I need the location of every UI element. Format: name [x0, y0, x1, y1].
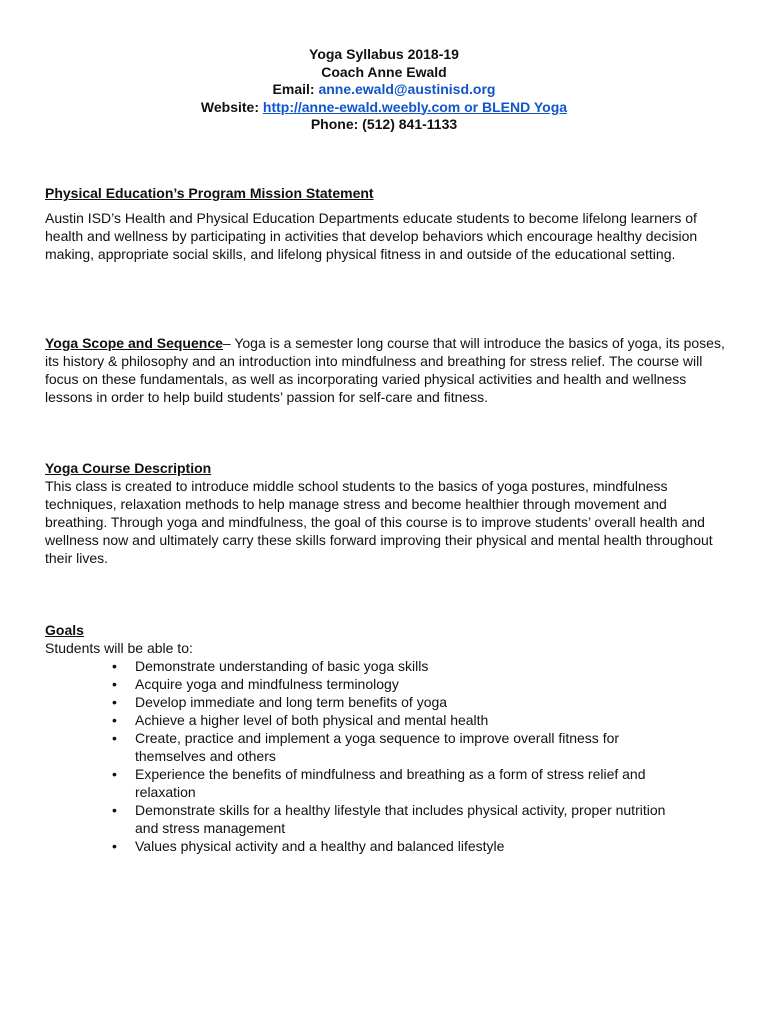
description-body: This class is created to introduce middle school students to the basics of yoga postures, mindfulness techniques, relaxation methods to help manage stress and become healthier through movement and breathing. Through yoga and mindfulness, the goal of this course is to improve students’ overall health and wellness now and ultimately carry these skills forward improving their physical and mental health throughout their lives.: [45, 478, 713, 566]
goal-item: • Demonstrate skills for a healthy lifestyle that includes physical activity, proper nutrition and stress management: [45, 801, 725, 837]
scope-section: [45, 334, 725, 406]
phone-line: Phone: (512) 841-1133: [310, 116, 458, 132]
goal-item: • Acquire yoga and mindfulness terminology: [45, 675, 725, 693]
goals-heading: Goals: [45, 622, 84, 638]
goal-item: • Demonstrate understanding of basic yoga skills: [45, 657, 725, 675]
goals-section: [45, 621, 725, 855]
goals-intro: Students will be able to:: [45, 640, 193, 656]
email-line: [0, 81, 768, 99]
scope-body: – Yoga is a semester long course that will introduce the basics of yoga, its poses, its history & philosophy and an introduction into mindfulness and breathing for stress relief. The course will focus on these fundamentals, as well as incorporating varied physical activities and health and wellness lessons in order to help build students’ passion for self-care and fitness.: [45, 335, 725, 405]
goal-item: • Achieve a higher level of both physical and mental health: [45, 711, 725, 729]
coach-name: Coach Anne Ewald: [321, 63, 447, 80]
goal-item: • Values physical activity and a healthy and balanced lifestyle: [45, 837, 725, 855]
email-label: Email:: [272, 81, 315, 97]
description-heading: Yoga Course Description: [45, 460, 212, 476]
syllabus-header: [0, 46, 768, 134]
goal-item: • Develop immediate and long term benefits of yoga: [45, 693, 725, 711]
description-section: [45, 459, 725, 567]
mission-heading: Physical Education’s Program Mission Statement: [45, 185, 374, 201]
mission-body: Austin ISD’s Health and Physical Education Departments educate students to become lifelong learners of health and wellness by participating in activities that develop behaviors which encourage healthy decision making, appropriate social skills, and lifelong physical fitness in and outside of the educational setting.: [45, 210, 698, 262]
goals-list: [45, 657, 725, 855]
scope-heading: Yoga Scope and Sequence: [45, 335, 223, 351]
website-label: Website:: [200, 98, 260, 115]
goal-item: • Experience the benefits of mindfulness and breathing as a form of stress relief and relaxation: [45, 765, 725, 801]
goal-item: • Create, practice and implement a yoga sequence to improve overall fitness for themselves and others: [45, 729, 725, 765]
website-link[interactable]: http://anne-ewald.weebly.com or BLEND Yoga: [262, 98, 568, 115]
mission-section: [45, 184, 725, 263]
email-link[interactable]: anne.ewald@austinisd.org: [318, 81, 496, 97]
syllabus-title: Yoga Syllabus 2018-19: [309, 46, 459, 62]
scope-paragraph: [45, 334, 725, 406]
website-line: [0, 99, 768, 117]
